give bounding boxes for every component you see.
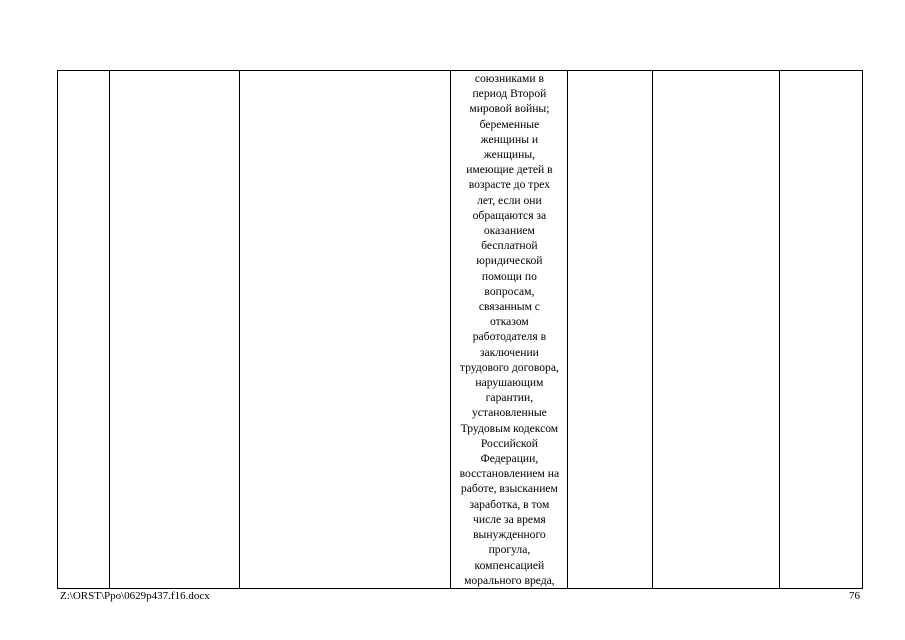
footer-page-number: 76	[849, 590, 860, 602]
table-row	[58, 71, 863, 589]
table-cell-col4	[451, 71, 568, 589]
table-cell-col5	[568, 71, 653, 589]
table-cell-col3	[239, 71, 451, 589]
content-table	[57, 70, 863, 589]
table-cell-col6	[653, 71, 780, 589]
cell-text-beneficiaries: союзниками в период Второй мировой войны; беременные женщины и женщины, имеющие детей в возрасте до трех лет, если они обращаются за оказанием бесплатной юридической помощи по вопросам, связанным с отказом работодателя в заключении трудового договора, нарушающим гарантии, установленные Трудовым кодексом Российской Федерации, восстановлением на работе, взысканием заработка, в том числе за время вынужденного прогула, компенсацией морального вреда,	[459, 72, 560, 587]
table-cell-col7	[780, 71, 863, 589]
table-cell-col1	[58, 71, 110, 589]
table-cell-col2	[110, 71, 239, 589]
footer-file-path: Z:\ORST\Ppo\0629p437.f16.docx	[60, 590, 210, 602]
